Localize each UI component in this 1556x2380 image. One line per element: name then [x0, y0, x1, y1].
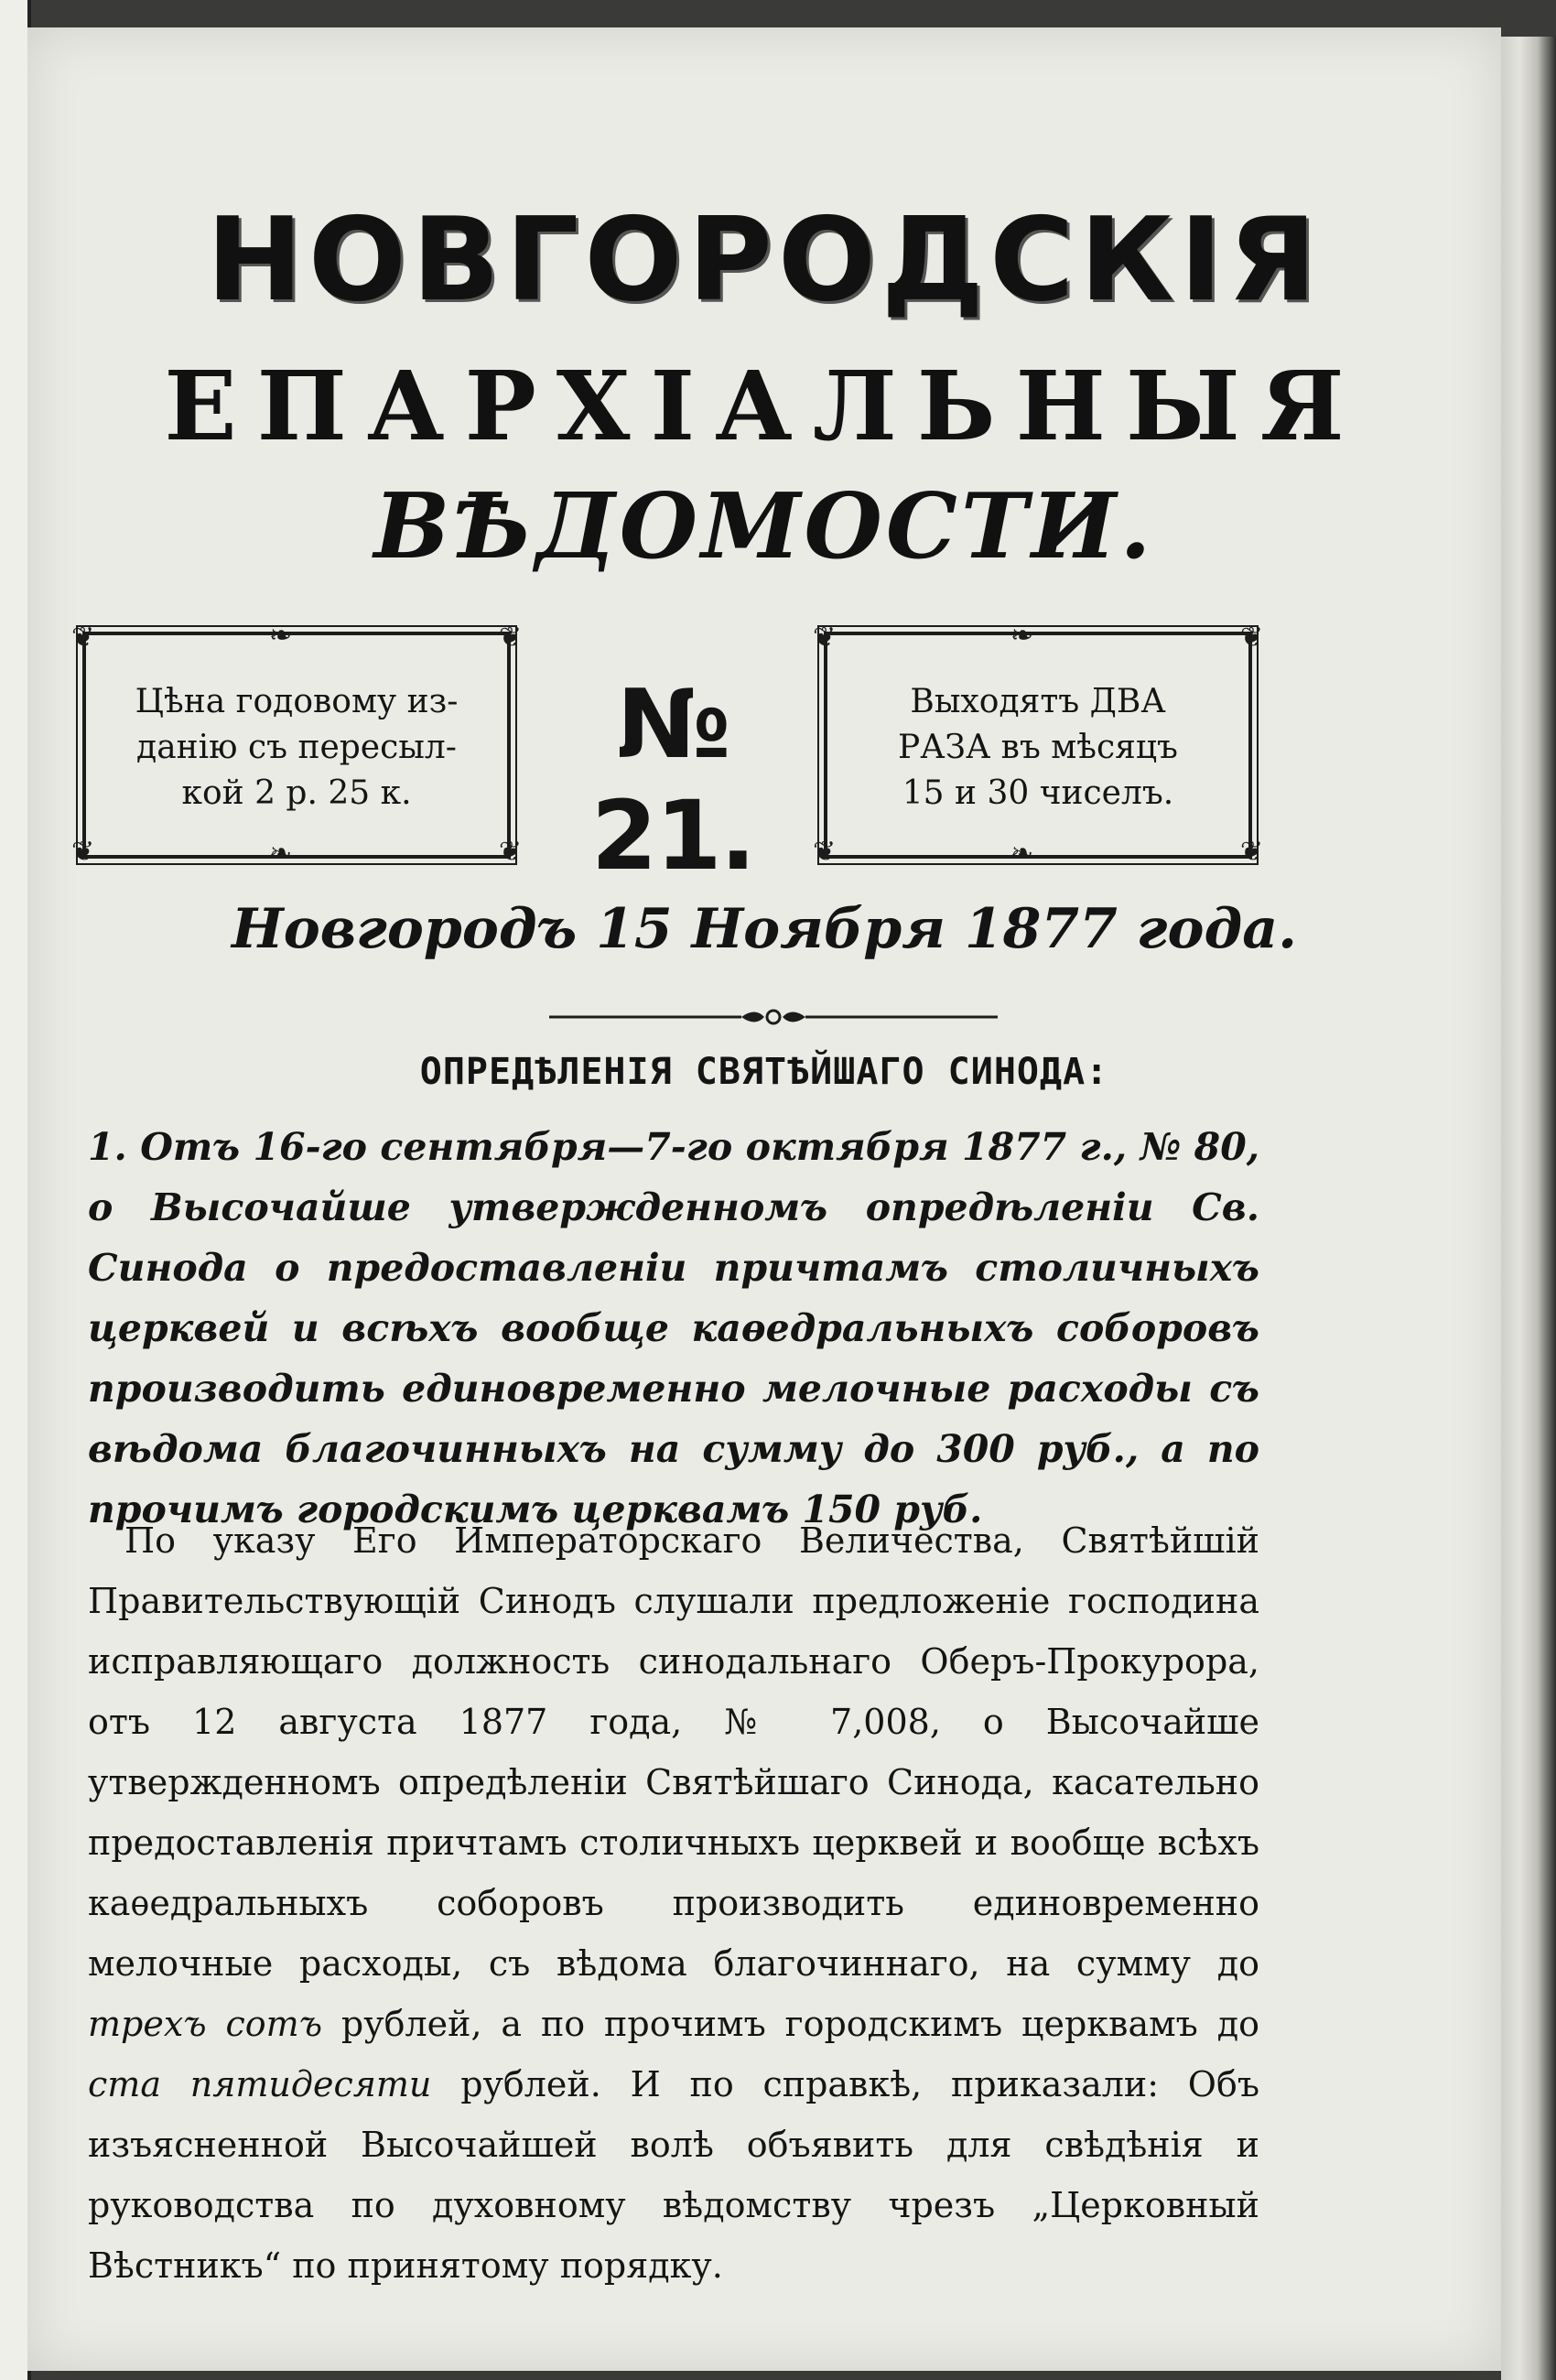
price-line-1: Цѣна годовому из-: [135, 683, 459, 720]
scanned-page: [27, 27, 1501, 2371]
schedule-box: [813, 620, 1263, 870]
dateline: Новгородъ 15 Ноября 1877 года.: [232, 897, 1297, 961]
corner-ornament-icon: ❦: [71, 836, 95, 868]
page-left-edge: [0, 0, 31, 2380]
schedule-box-text: [846, 679, 1230, 817]
corner-ornament-icon: ❦: [813, 622, 837, 654]
ornamental-divider-icon: [549, 1007, 998, 1027]
corner-ornament-icon: ❦: [498, 836, 522, 868]
schedule-line-1: Выходятъ ДВА: [910, 683, 1166, 720]
masthead-line-2: ЕПАРХІАЛЬНЫЯ: [164, 350, 1365, 462]
price-line-2: данію съ пересыл-: [136, 729, 457, 766]
section-heading: ОПРЕДѢЛЕНІЯ СВЯТѢЙШАГО СИНОДА:: [419, 1051, 1109, 1093]
body-paragraph: [88, 1510, 1259, 2296]
page-right-edge: [1501, 37, 1556, 2380]
fleuron-icon: ❧: [1010, 838, 1034, 870]
corner-ornament-icon: ❦: [71, 622, 95, 654]
masthead-line-1: НОВГОРОДСКІЯ: [206, 192, 1323, 327]
schedule-line-2: РАЗА въ мѣсяцъ: [898, 729, 1178, 766]
body-emphasis-1: трехъ сотъ: [88, 2004, 323, 2044]
body-text-part-1: По указу Его Императорскаго Величества, Святѣйшій Правительствующій Синодъ слушали предложеніе господина исправляющаго должность синодальнаго Оберъ-Прокурора, отъ 12 августа 1877 года, № 7,008, о Высочайше утвержденномъ опредѣленіи Святѣйшаго Синода, касательно предоставленія причтамъ столичныхъ церквей и вообще всѣхъ каѳедральныхъ соборовъ производить единовременно мелочные расходы, съ вѣдома благочиннаго, на сумму до: [88, 1520, 1259, 1984]
body-emphasis-2: ста пятидесяти: [88, 2064, 432, 2104]
fleuron-icon: ❧: [1010, 620, 1034, 652]
resolution-summary: 1. Отъ 16-го сентября—7-го октября 1877 г., № 80, о Высочайше утвержденномъ опредѣленіи Св. Синода о предоставленіи причтамъ столичныхъ церквей и всѣхъ вообще каѳедральныхъ соборовъ производить единовременно мелочные расходы съ вѣдома благочинныхъ на сумму до 300 руб., а по прочимъ городскимъ церквамъ 150 руб.: [88, 1125, 1259, 1531]
corner-ornament-icon: ❦: [813, 836, 837, 868]
price-box-text: [104, 679, 489, 817]
corner-ornament-icon: ❦: [498, 622, 522, 654]
issue-number: № 21.: [590, 668, 755, 892]
corner-ornament-icon: ❦: [1239, 622, 1263, 654]
masthead-line-3: ВѢДОМОСТИ.: [373, 474, 1155, 579]
price-box: [71, 620, 522, 870]
schedule-line-3: 15 и 30 чиселъ.: [902, 774, 1174, 812]
body-text-part-2: рублей, а по прочимъ городскимъ церквамъ до: [322, 2004, 1259, 2044]
fleuron-icon: ❧: [269, 620, 293, 652]
corner-ornament-icon: ❦: [1239, 836, 1263, 868]
price-line-3: кой 2 р. 25 к.: [181, 774, 412, 812]
body-text-part-3: рублей. И по справкѣ, приказали: Объ изъясненной Высочайшей волѣ объявить для свѣдѣнія и руководства по духовному вѣдомству чрезъ „Церковный Вѣстникъ“ по принятому порядку.: [88, 2064, 1259, 2286]
fleuron-icon: ❧: [269, 838, 293, 870]
